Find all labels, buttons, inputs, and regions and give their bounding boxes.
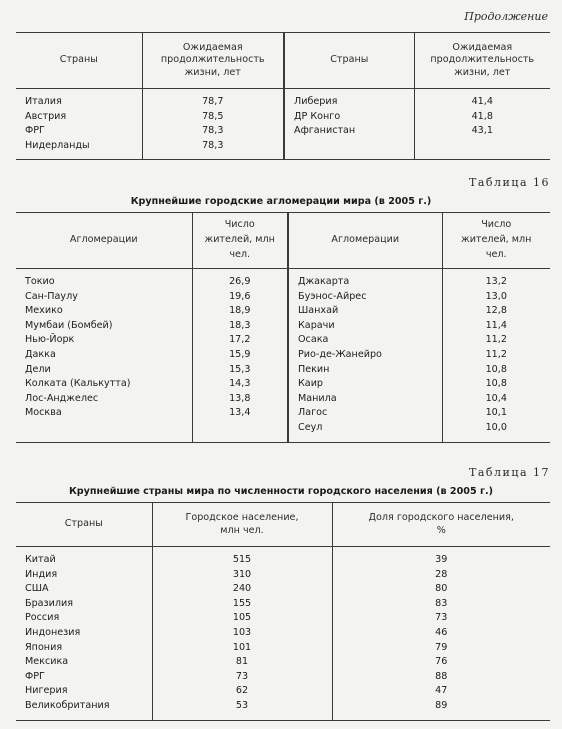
table17-title: Крупнейшие страны мира по численности городского населения (в 2005 г.) xyxy=(68,486,494,497)
value-cell: 11,4 xyxy=(442,319,550,334)
country-cell: Китай xyxy=(25,554,56,565)
country-cell: Нигерия xyxy=(25,685,68,697)
share-cell: 46 xyxy=(332,626,550,641)
value-cell: 13,8 xyxy=(192,392,288,407)
name-cell: Каир xyxy=(288,377,442,392)
col-header-residents-left: Число жителей, млн чел. xyxy=(192,213,288,269)
value-cell: 17,2 xyxy=(192,333,288,348)
value-cell: 18,9 xyxy=(192,304,288,319)
table-row xyxy=(16,363,550,378)
country-cell: Мексика xyxy=(25,656,69,668)
col-header-countries-left: Страны xyxy=(16,33,142,89)
value-cell: 10,1 xyxy=(442,406,550,421)
col-header-countries: Страны xyxy=(16,503,152,547)
share-cell: 76 xyxy=(332,655,550,670)
life-expectancy-body xyxy=(16,89,550,160)
value-cell: 78,5 xyxy=(142,110,284,125)
name-cell: Колката (Калькутта) xyxy=(25,378,131,390)
name-cell xyxy=(16,421,192,442)
value-cell: 10,4 xyxy=(442,392,550,407)
table-row xyxy=(16,684,550,699)
name-cell: Сеул xyxy=(288,421,442,442)
urban-cell: 73 xyxy=(152,670,332,685)
urban-cell: 53 xyxy=(152,699,332,720)
table-row xyxy=(16,304,550,319)
name-cell: Австрия xyxy=(25,110,67,122)
table17-label: Таблица 17 xyxy=(469,466,550,479)
table-row xyxy=(16,269,550,290)
value-cell: 10,8 xyxy=(442,377,550,392)
name-cell: Сан-Паулу xyxy=(25,290,78,302)
name-cell: Нидерланды xyxy=(25,139,90,151)
table-row xyxy=(16,670,550,685)
urban-cell: 101 xyxy=(152,641,332,656)
share-cell: 47 xyxy=(332,684,550,699)
col-header-share: Доля городского населения, % xyxy=(332,503,550,547)
table-row xyxy=(16,568,550,583)
country-cell: Бразилия xyxy=(25,597,74,609)
name-cell: Буэнос-Айрес xyxy=(288,290,442,305)
table-row xyxy=(16,89,550,110)
col-header-agglomerations-right: Агломерации xyxy=(288,213,442,269)
country-cell: Россия xyxy=(25,612,60,624)
share-cell: 73 xyxy=(332,611,550,626)
value-cell: 41,8 xyxy=(414,110,550,125)
col-header-residents-right: Число жителей, млн чел. xyxy=(442,213,550,269)
value-cell: 11,2 xyxy=(442,333,550,348)
urban-cell: 103 xyxy=(152,626,332,641)
share-cell: 39 xyxy=(332,547,550,568)
name-cell: Джакарта xyxy=(288,269,442,290)
table-row xyxy=(16,319,550,334)
value-cell: 12,8 xyxy=(442,304,550,319)
col-header-life-left: Ожидаемая продолжительность жизни, лет xyxy=(142,33,284,89)
value-cell: 26,9 xyxy=(192,269,288,290)
name-cell: Лагос xyxy=(288,406,442,421)
table-row xyxy=(16,547,550,568)
value-cell: 78,7 xyxy=(142,89,284,110)
table16-label: Таблица 16 xyxy=(469,176,550,189)
table-row xyxy=(16,348,550,363)
value-cell: 43,1 xyxy=(414,124,550,139)
value-cell: 15,3 xyxy=(192,363,288,378)
table16-title: Крупнейшие городские агломерации мира (в 2005 г.) xyxy=(130,196,432,207)
name-cell: Карачи xyxy=(288,319,442,334)
urban-cell: 81 xyxy=(152,655,332,670)
country-cell: ФРГ xyxy=(25,670,45,682)
share-cell: 88 xyxy=(332,670,550,685)
life-expectancy-table xyxy=(16,32,550,160)
value-cell xyxy=(414,139,550,160)
name-cell: Либерия xyxy=(284,89,414,110)
name-cell: Дели xyxy=(25,363,51,375)
name-cell: Пекин xyxy=(288,363,442,378)
name-cell: Дакка xyxy=(25,348,56,360)
continuation-label: Продолжение xyxy=(464,10,548,23)
value-cell: 13,2 xyxy=(442,269,550,290)
name-cell xyxy=(284,139,414,160)
name-cell: Лос-Анджелес xyxy=(25,392,99,404)
urban-cell: 105 xyxy=(152,611,332,626)
value-cell: 14,3 xyxy=(192,377,288,392)
share-cell: 28 xyxy=(332,568,550,583)
value-cell: 13,0 xyxy=(442,290,550,305)
table-row xyxy=(16,406,550,421)
name-cell: Мумбаи (Бомбей) xyxy=(25,319,113,331)
name-cell: Москва xyxy=(25,407,62,419)
name-cell: Нью-Йорк xyxy=(25,334,75,346)
table-row xyxy=(16,626,550,641)
col-header-agglomerations-left: Агломерации xyxy=(16,213,192,269)
table-row xyxy=(16,124,550,139)
urban-cell: 240 xyxy=(152,582,332,597)
share-cell: 79 xyxy=(332,641,550,656)
country-cell: Великобритания xyxy=(25,699,110,711)
share-cell: 80 xyxy=(332,582,550,597)
country-cell: Япония xyxy=(25,641,63,653)
name-cell: Рио-де-Жанейро xyxy=(288,348,442,363)
name-cell: Афганистан xyxy=(284,124,414,139)
value-cell: 78,3 xyxy=(142,124,284,139)
table-row xyxy=(16,110,550,125)
value-cell: 10,0 xyxy=(442,421,550,442)
urban-cell: 62 xyxy=(152,684,332,699)
table-row xyxy=(16,377,550,392)
urban-cell: 310 xyxy=(152,568,332,583)
table-row xyxy=(16,421,550,442)
value-cell: 10,8 xyxy=(442,363,550,378)
name-cell: Мехико xyxy=(25,305,63,317)
name-cell: ДР Конго xyxy=(284,110,414,125)
value-cell: 15,9 xyxy=(192,348,288,363)
table-row xyxy=(16,641,550,656)
table-row xyxy=(16,290,550,305)
table-row xyxy=(16,392,550,407)
name-cell: Манила xyxy=(288,392,442,407)
value-cell: 41,4 xyxy=(414,89,550,110)
value-cell: 13,4 xyxy=(192,406,288,421)
value-cell xyxy=(192,421,288,442)
name-cell: Осака xyxy=(288,333,442,348)
share-cell: 89 xyxy=(332,699,550,720)
name-cell: Шанхай xyxy=(288,304,442,319)
table-row xyxy=(16,655,550,670)
col-header-urban: Городское население, млн чел. xyxy=(152,503,332,547)
value-cell: 19,6 xyxy=(192,290,288,305)
agglomerations-table xyxy=(16,212,550,443)
table-row xyxy=(16,597,550,612)
name-cell: Италия xyxy=(25,96,62,107)
country-cell: Индонезия xyxy=(25,626,81,638)
urban-population-table xyxy=(16,502,550,721)
value-cell: 11,2 xyxy=(442,348,550,363)
urban-cell: 155 xyxy=(152,597,332,612)
col-header-life-right: Ожидаемая продолжительность жизни, лет xyxy=(414,33,550,89)
country-cell: Индия xyxy=(25,568,58,580)
col-header-countries-right: Страны xyxy=(284,33,414,89)
table-row xyxy=(16,582,550,597)
urban-cell: 515 xyxy=(152,547,332,568)
table-row xyxy=(16,139,550,160)
value-cell: 78,3 xyxy=(142,139,284,160)
value-cell: 18,3 xyxy=(192,319,288,334)
table-row xyxy=(16,611,550,626)
table-row xyxy=(16,333,550,348)
table-row xyxy=(16,699,550,720)
name-cell: Токио xyxy=(25,276,55,287)
agglomerations-body xyxy=(16,269,550,443)
name-cell: ФРГ xyxy=(25,125,45,137)
country-cell: США xyxy=(25,583,49,595)
share-cell: 83 xyxy=(332,597,550,612)
urban-population-body xyxy=(16,547,550,721)
